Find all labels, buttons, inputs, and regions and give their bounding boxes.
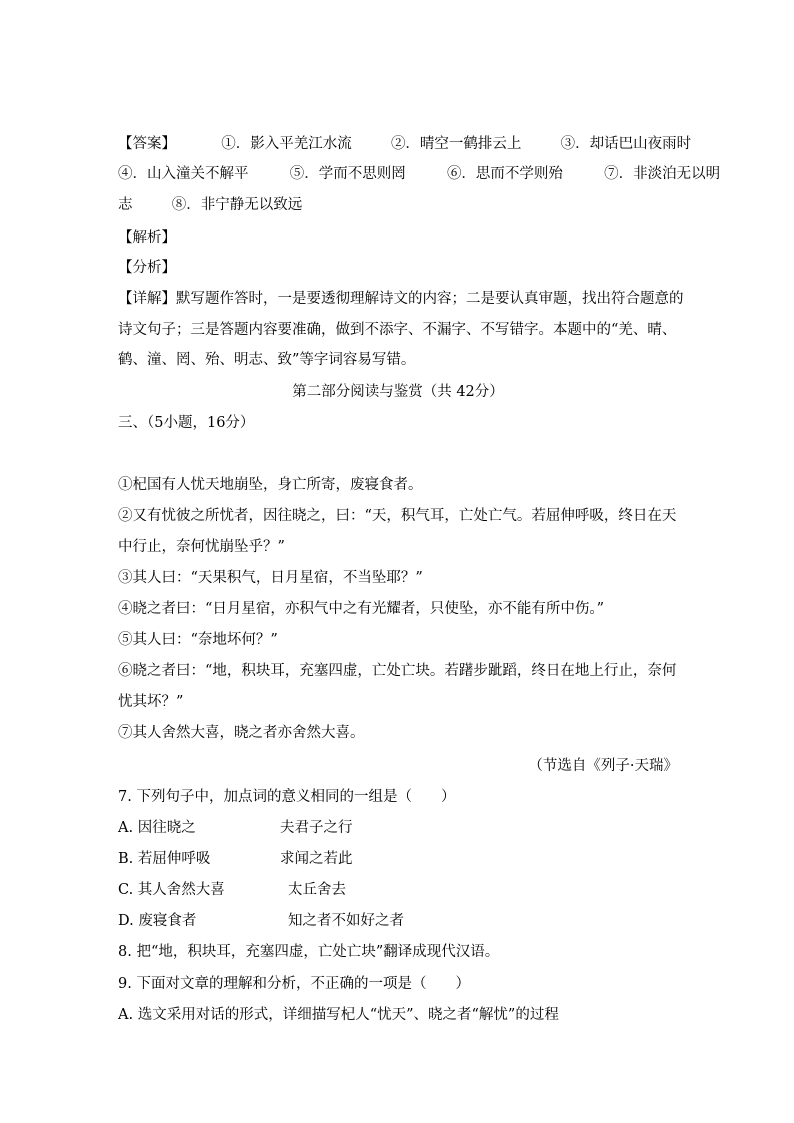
q7-option-b-pair: 求闻之若此 xyxy=(280,851,353,867)
answer-item-7: ⑦．非淡泊无以明 xyxy=(604,166,721,182)
detail-line-3: 鹤、潼、罔、殆、明志、致”等字词容易写错。 xyxy=(118,352,416,368)
analysis-label: 【解析】 xyxy=(118,230,176,246)
detail-line-1 xyxy=(118,289,684,309)
q9-option-a: A. 选文采用对话的形式，详细描写杞人“忧天”、晓之者“解忧”的过程 xyxy=(118,1007,559,1023)
q7-option-a: A. 因往晓之 xyxy=(118,820,196,836)
answer-item-7-cont: 志 xyxy=(118,197,133,213)
fenxi-label: 【分析】 xyxy=(118,260,176,276)
passage-line-8: 忧其坏？” xyxy=(118,694,184,710)
detail-text-1: 默写题作答时，一是要透彻理解诗文的内容；二是要认真审题，找出符合题意的 xyxy=(176,291,684,307)
part-two-title: 第二部分阅读与鉴赏（共 42分） xyxy=(292,384,504,400)
q7-option-c-pair: 太丘舍去 xyxy=(288,882,346,898)
answer-line-3 xyxy=(118,195,302,215)
detail-line-2: 诗文句子；三是答题内容要准确，做到不添字、不漏字、不写错字。本题中的“羌、晴、 xyxy=(118,322,677,338)
source-citation: （节选自《列子·天瑞》 xyxy=(528,758,678,774)
answer-item-4: ④．山入潼关不解平 xyxy=(118,166,249,182)
passage-line-5: ④晓之者曰：“日月星宿，亦积气中之有光耀者，只使坠，亦不能有所中伤。” xyxy=(118,601,605,617)
passage-line-2: ②又有忧彼之所忧者，因往晓之，曰：“天，积气耳，亡处亡气。若屈伸呼吸，终日在天 xyxy=(118,508,677,524)
answer-item-5: ⑤．学而不思则罔 xyxy=(289,166,406,182)
passage-line-4: ③其人曰：“天果积气，日月星宿，不当坠耶？” xyxy=(118,570,423,586)
answer-line-1 xyxy=(118,134,691,154)
passage-line-3: 中行止，奈何忧崩坠乎？” xyxy=(118,539,285,555)
q7-option-c: C. 其人舍然大喜 xyxy=(118,882,225,898)
answer-label: 【答案】 xyxy=(118,136,176,152)
passage-line-6: ⑤其人曰：“奈地坏何？” xyxy=(118,632,278,648)
q7-option-d: D. 废寝食者 xyxy=(118,913,197,929)
answer-item-3: ③．却话巴山夜雨时 xyxy=(560,136,692,152)
answer-item-1: ①．影入平羌江水流 xyxy=(221,136,352,152)
q7-option-a-pair: 夫君子之行 xyxy=(280,820,353,836)
detail-label: 【详解】 xyxy=(118,291,176,307)
passage-line-9: ⑦其人舍然大喜，晓之者亦舍然大喜。 xyxy=(118,725,365,741)
q9-stem: 9. 下面对文章的理解和分析，不正确的一项是（ ） xyxy=(118,976,470,992)
answer-item-6: ⑥．思而不学则殆 xyxy=(446,166,563,182)
passage-line-7: ⑥晓之者曰：“地，积块耳，充塞四虚，亡处亡块。若躇步跐蹈，终日在地上行止，奈何 xyxy=(118,663,677,679)
answer-item-2: ②．晴空一鹤排云上 xyxy=(390,136,522,152)
answer-item-8: ⑧．非宁静无以致远 xyxy=(171,197,303,213)
answer-line-2 xyxy=(118,164,720,184)
section-three-heading: 三、（5小题，16分） xyxy=(118,415,255,431)
q7-option-b: B. 若屈伸呼吸 xyxy=(118,851,211,867)
passage-line-1: ①杞国有人忧天地崩坠，身亡所寄，废寝食者。 xyxy=(118,477,423,493)
q7-option-d-pair: 知之者不如好之者 xyxy=(288,913,404,929)
q8-stem: 8. 把“地，积块耳，充塞四虚，亡处亡块”翻译成现代汉语。 xyxy=(118,944,500,960)
q7-stem: 7. 下列句子中，加点词的意义相同的一组是（ ） xyxy=(118,789,456,805)
